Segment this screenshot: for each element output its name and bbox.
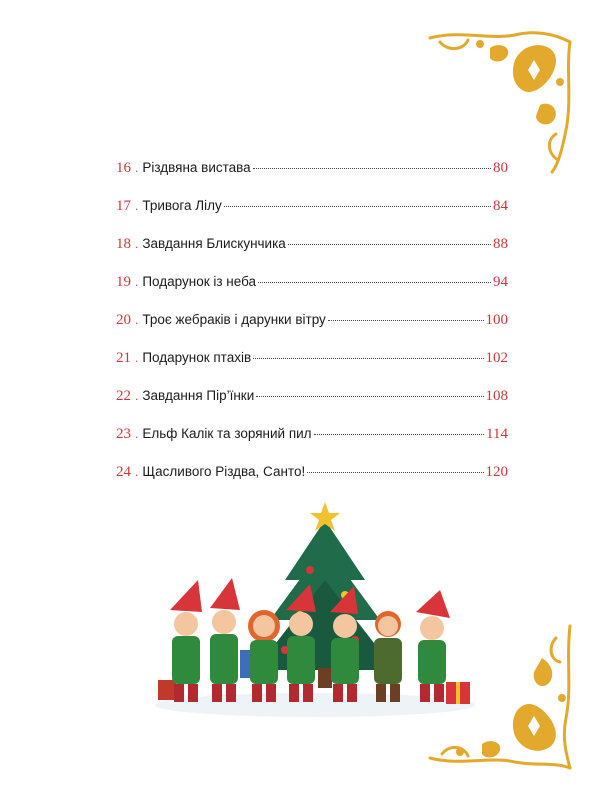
toc-chapter-title: Завдання Пір’їнки: [142, 388, 255, 403]
toc-chapter-number: 18: [116, 236, 131, 252]
toc-chapter-number: 22: [116, 388, 131, 404]
toc-entry: [116, 236, 508, 258]
toc-dot-leader: [288, 243, 491, 245]
toc-number-dot: .: [135, 161, 139, 175]
toc-page-number: 100: [485, 312, 508, 328]
toc-chapter-number: 19: [116, 274, 131, 290]
toc-dot-leader: [253, 167, 491, 169]
toc-number-dot: .: [135, 351, 139, 365]
toc-dot-leader: [256, 395, 483, 397]
toc-entry: [116, 388, 508, 410]
toc-entry: [116, 312, 508, 334]
toc-page-number: 84: [493, 198, 508, 214]
toc-number-dot: .: [135, 427, 139, 441]
toc-entry: [116, 426, 508, 448]
toc-page-number: 88: [493, 236, 508, 252]
toc-number-dot: .: [135, 199, 139, 213]
toc-chapter-title: Ельф Калік та зоряний пил: [142, 426, 312, 441]
toc-chapter-title: Подарунок із неба: [142, 274, 257, 289]
toc-dot-leader: [314, 433, 485, 435]
toc-entry: [116, 464, 508, 486]
toc-page-number: 120: [485, 464, 508, 480]
toc-page-number: 114: [486, 426, 508, 442]
toc-dot-leader: [307, 471, 483, 473]
toc-dot-leader: [253, 357, 483, 359]
toc-page-number: 102: [485, 350, 508, 366]
toc-page-number: 94: [493, 274, 508, 290]
toc-number-dot: .: [135, 237, 139, 251]
toc-number-dot: .: [135, 275, 139, 289]
toc-chapter-title: Різдвяна вистава: [142, 160, 251, 175]
toc-chapter-title: Тривога Лілу: [142, 198, 222, 213]
toc-entry: [116, 274, 508, 296]
toc-entry: [116, 350, 508, 372]
toc-number-dot: .: [135, 465, 139, 479]
toc-page-number: 108: [485, 388, 508, 404]
toc-chapter-number: 17: [116, 198, 131, 214]
top-right-ornament: [420, 20, 580, 180]
toc-chapter-number: 16: [116, 160, 131, 176]
toc-chapter-title: Завдання Блискунчика: [142, 236, 286, 251]
toc-chapter-title: Подарунок птахів: [142, 350, 252, 365]
toc-chapter-number: 24: [116, 464, 131, 480]
toc-dot-leader: [258, 281, 491, 283]
toc-number-dot: .: [135, 313, 139, 327]
toc-dot-leader: [224, 205, 491, 207]
elves-christmas-tree-illustration: [150, 500, 480, 720]
toc-chapter-title: Троє жебраків і дарунки вітру: [142, 312, 326, 327]
toc-page-number: 80: [493, 160, 508, 176]
toc-chapter-title: Щасливого Різдва, Санто!: [142, 464, 306, 479]
toc-number-dot: .: [135, 389, 139, 403]
toc-chapter-number: 21: [116, 350, 131, 366]
toc-entry: [116, 198, 508, 220]
toc-entry: [116, 160, 508, 182]
toc-chapter-number: 23: [116, 426, 131, 442]
toc-dot-leader: [328, 319, 484, 321]
toc-chapter-number: 20: [116, 312, 131, 328]
